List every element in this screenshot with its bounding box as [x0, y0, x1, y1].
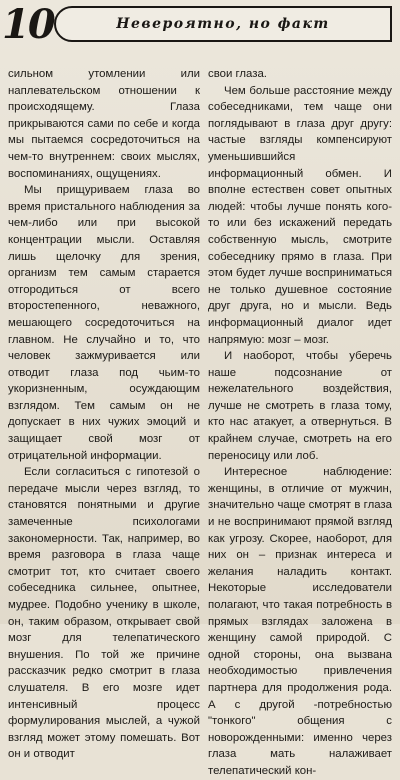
paragraph: Чем больше расстояние между собеседниками, тем чаще они поглядывают в глаза друг другу: частые взгляды компенсируют уменьшившийся информационный обмен. И вполне естествен совет опытных людей: чтобы лучше понять кого-то или без искажений передать собственную мысль, смотрите собеседнику прямо в глаза. При этом будет лучше восприниматься не только душевное состояние друг друга, но и мысли. Ведь информационный диалог идет напрямую: мозг – мозг.: [208, 84, 392, 346]
paragraph: Если согласиться с гипотезой о передаче мысли через взгляд, то становятся понятными и другие замеченные психологами закономерности. Так, например, во время разговора в глаза чаще смотрит тот, кто считает своего собеседника сильнее, опытнее, мудрее. Подобно ученику в школе, он, таким образом, открывает свой мозг для телепатического внушения. По той же причине рассказчик редко смотрит в глаза слушателя. В его мозге идет интенсивный процесс формулирования мыслей, а чужой взгляд может этому помешать. Вот он и отводит: [8, 466, 200, 761]
paragraph: сильном утомлении или наплевательском отношении к происходящему. Глаза прикрываются сами по себе и когда мы пытаемся сосредоточиться на чем-то внутреннем: своих мыслях, воспоминаниях, ощущениях.: [8, 68, 200, 180]
left-column: [8, 66, 200, 763]
page-number: 10: [2, 1, 54, 48]
rubric-title: Невероятно, но факт: [116, 16, 330, 32]
right-column: [208, 66, 392, 780]
page-header: [2, 2, 396, 48]
paragraph: Интересное наблюдение: женщины, в отличие от мужчин, значительно чаще смотрят в глаза и не воспринимают прямой взгляд как угрозу. Скорее, наоборот, для них он – признак интереса и желания наладить контакт. Некоторые исследователи полагают, что такая потребность в прямых взглядах заложена в женщину самой природой. С одной стороны, она вызвана необходимостью привлечения партнера для продолжения рода. А с другой -потребностью "тонкого" общения с новорожденными: именно через глаза мать налаживает телепатический кон-: [208, 466, 392, 777]
rubric-banner: [54, 6, 392, 42]
paragraph: свои глаза.: [208, 68, 267, 80]
paragraph: И наоборот, чтобы уберечь наше подсознание от нежелательного воздействия, лучше не смотреть в глаза тому, кто нас атакует, а отвернуться. В крайнем случае, смотреть на его переносицу или лоб.: [208, 350, 392, 462]
paragraph: Мы прищуриваем глаза во время пристального наблюдения за чем-либо или при высокой концентрации мысли. Оставляя лишь щелочку для зрения, организм тем самым старается отгородиться от всего второстепенного, неважного, мешающего сосредоточиться на главном. Не случайно и то, что человек зажмуривается или отводит глаза под чьим-то укоризненным, осуждающим взглядом. Тем самым он не допускает в них чужих эмоций и защищает свой мозг от отрицательной информации.: [8, 184, 200, 462]
